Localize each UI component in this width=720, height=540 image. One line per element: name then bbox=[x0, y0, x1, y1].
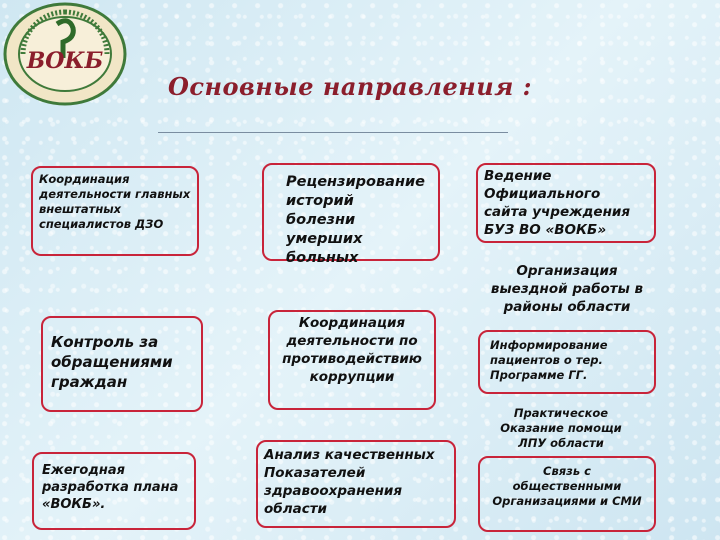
box-citizen-appeals bbox=[41, 316, 203, 412]
box-anticorruption bbox=[268, 310, 436, 410]
page-title: Основные направления : bbox=[168, 72, 533, 101]
box-quality-analysis bbox=[256, 440, 456, 528]
box-patient-info bbox=[478, 330, 656, 394]
review-text: Рецензирование историй болезни умерших больных bbox=[286, 174, 425, 266]
box-review bbox=[262, 163, 440, 266]
title-divider bbox=[158, 132, 508, 133]
field-work-text: Организация выездной работы в районы области bbox=[490, 263, 644, 315]
quality-analysis-text: Анализ качественных Показателей здравоохранения области bbox=[264, 447, 435, 517]
practical-help-text: Практическое Оказание помощи ЛПУ области bbox=[500, 406, 622, 450]
box-website bbox=[476, 163, 656, 243]
hospital-logo-icon bbox=[2, 2, 128, 106]
box-public-relations bbox=[478, 456, 656, 532]
box-annual-plan bbox=[32, 452, 196, 530]
anticorruption-text: Координация деятельности по противодействию коррупции bbox=[282, 315, 422, 385]
public-relations-text: Связь с общественными Организациями и СМИ bbox=[492, 464, 642, 508]
citizen-appeals-text: Контроль за обращениями граждан bbox=[51, 333, 173, 391]
website-text: Ведение Официального сайта учреждения БУЗ ВО «ВОКБ» bbox=[484, 168, 631, 238]
logo-monogram: ВОКБ bbox=[26, 48, 104, 74]
coordination-dzo-text: Координация деятельности главных внештатных специалистов ДЗО bbox=[39, 172, 191, 231]
annual-plan-text: Ежегодная разработка плана «ВОКБ». bbox=[42, 463, 179, 512]
box-coordination-dzo bbox=[31, 166, 199, 256]
patient-info-text: Информирование пациентов о тер. Программе ГГ. bbox=[490, 338, 608, 382]
